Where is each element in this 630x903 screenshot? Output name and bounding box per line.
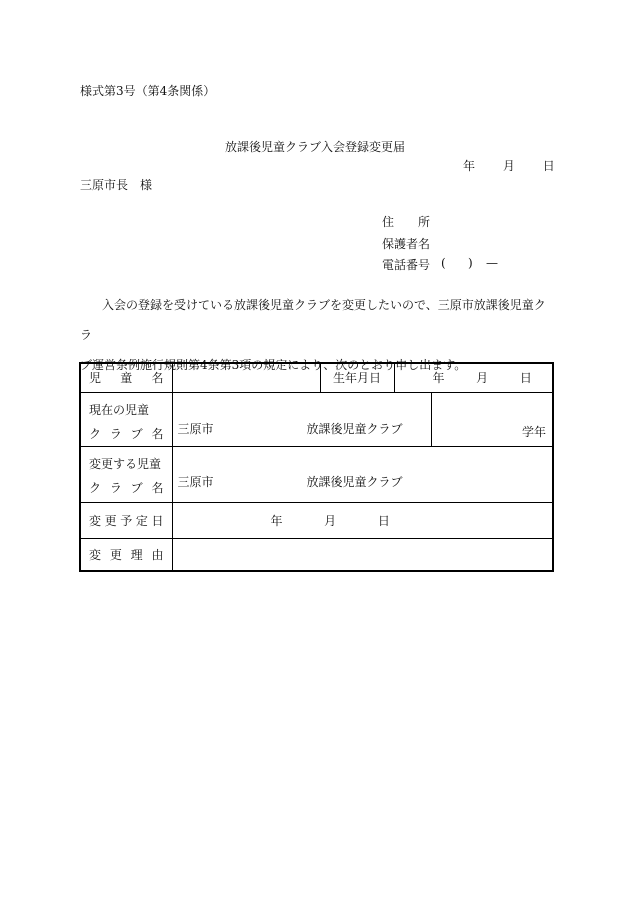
reason-value[interactable] — [172, 538, 553, 571]
guardian-name-label: 保護者名 — [382, 237, 431, 251]
current-club-label-line2: ク ラ ブ 名 — [89, 426, 164, 441]
phone-label: 電話番号 — [382, 258, 431, 272]
child-name-value[interactable] — [172, 363, 320, 392]
application-table — [79, 362, 554, 572]
row-scheduled-date — [80, 502, 553, 538]
row-change-club — [80, 446, 553, 502]
scheduled-date-parts — [173, 512, 553, 529]
form-number: 様式第3号（第4条関係） — [80, 84, 216, 98]
current-grade[interactable] — [431, 392, 553, 446]
change-club-label — [80, 446, 172, 502]
phone-open-paren: ( — [441, 256, 446, 270]
row-current-club — [80, 392, 553, 446]
change-city: 三原市 — [177, 474, 214, 489]
recipient: 三原市長 様 — [80, 178, 153, 192]
current-club-suffix: 放課後児童クラブ — [306, 421, 403, 436]
document-title: 放課後児童クラブ入会登録変更届 — [224, 140, 405, 154]
row-child-name — [80, 363, 553, 392]
child-name-label-text: 児 童 名 — [89, 371, 164, 386]
change-club-suffix: 放課後児童クラブ — [306, 474, 403, 489]
birth-day: 日 — [519, 371, 532, 386]
birth-month: 月 — [476, 371, 489, 386]
address-label: 住 所 — [382, 215, 431, 229]
reason-label — [80, 538, 172, 571]
submission-date — [463, 157, 555, 174]
current-club-label — [80, 392, 172, 446]
scheduled-date-label — [80, 502, 172, 538]
child-name-label — [80, 363, 172, 392]
current-club-label-line1: 現在の児童 — [89, 402, 150, 417]
phone-close-paren: ) — [468, 256, 473, 270]
body-line-1: 入会の登録を受けている放課後児童クラブを変更したいので、三原市放課後児童クラ — [80, 298, 546, 342]
date-day: 日 — [542, 159, 555, 173]
sched-year: 年 — [270, 513, 283, 528]
change-club-label-line1: 変更する児童 — [89, 456, 162, 471]
reason-label-text: 変 更 理 由 — [89, 547, 164, 562]
birthdate-parts — [395, 369, 553, 386]
birthdate-value[interactable] — [394, 363, 553, 392]
date-year: 年 — [463, 159, 476, 173]
row-reason — [80, 538, 553, 571]
change-club-value[interactable] — [172, 446, 553, 502]
birth-year: 年 — [432, 371, 445, 386]
birthdate-label: 生年月日 — [320, 363, 394, 392]
sched-month: 月 — [324, 513, 337, 528]
scheduled-date-value[interactable] — [172, 502, 553, 538]
date-month: 月 — [502, 159, 515, 173]
current-city: 三原市 — [177, 421, 214, 436]
change-club-label-line2: ク ラ ブ 名 — [89, 480, 164, 495]
grade-label: 学年 — [522, 424, 547, 439]
scheduled-date-label-text: 変 更 予 定 日 — [89, 513, 164, 528]
body-line-2: ブ運営条例施行規則第4条第3項の規定により、次のとおり申し出ます。 — [80, 358, 467, 372]
current-club-value[interactable] — [172, 392, 431, 446]
sched-day: 日 — [377, 513, 390, 528]
phone-dash: — — [486, 256, 498, 270]
